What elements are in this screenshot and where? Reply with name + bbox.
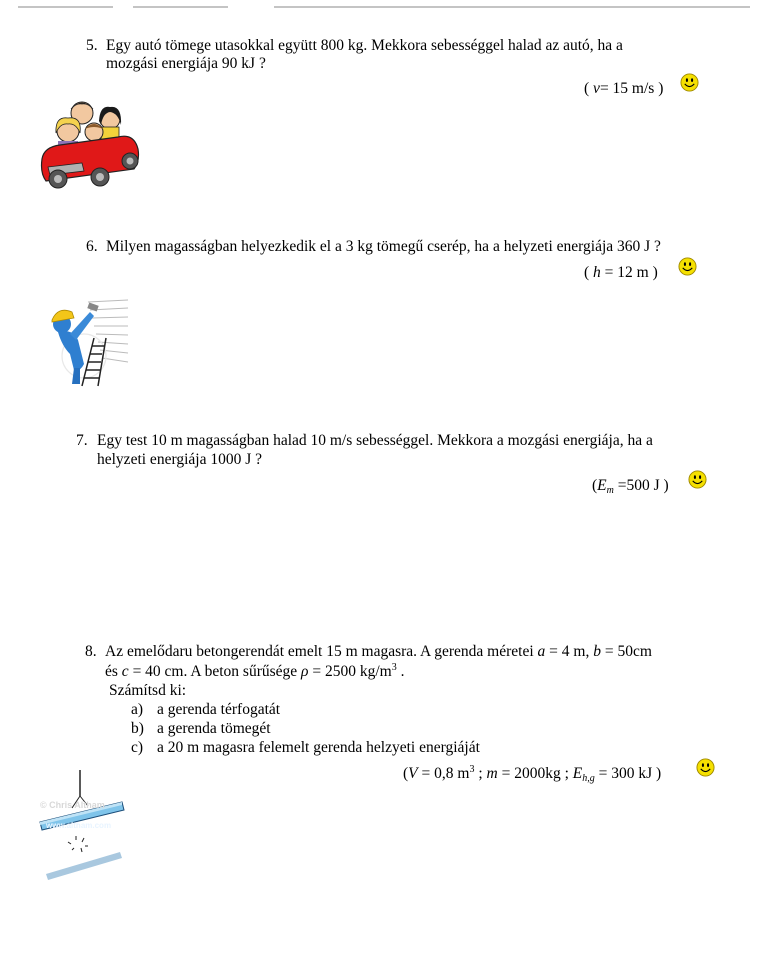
problem-8-answer [403, 765, 661, 783]
var-c: c [121, 663, 129, 680]
separator: ; [474, 765, 487, 782]
answer-subscript: m [606, 485, 614, 496]
problem-5-number: 5. [86, 37, 98, 54]
problem-8-text-line2 [105, 663, 404, 681]
value-c: = 40 cm. A beton sűrűsége [128, 663, 302, 680]
smiley-icon [680, 73, 699, 92]
answer-rest: = 12 m ) [600, 264, 658, 281]
answer-value-e: = 300 kJ ) [594, 765, 662, 782]
header-rule [18, 6, 113, 8]
smiley-icon [696, 758, 715, 777]
subitem-text-a: a gerenda térfogatát [157, 701, 281, 718]
text-end: . [396, 663, 405, 680]
value-a: = 4 m, [545, 643, 594, 660]
problem-6-number: 6. [86, 238, 98, 255]
var-rho: ρ [301, 663, 309, 680]
var-a: a [537, 643, 546, 660]
answer-subscript: h,g [582, 773, 595, 784]
smiley-icon [688, 470, 707, 489]
problem-7-number: 7. [76, 432, 88, 449]
text: és [105, 663, 122, 680]
subitem-text-c: a 20 m magasra felemelt gerenda helzyeti energiáját [157, 739, 480, 756]
problem-5-text-line2: mozgási energiája 90 kJ ? [106, 55, 266, 72]
answer-var-m: m [486, 765, 498, 782]
answer-open: ( [592, 477, 598, 494]
answer-open: ( [403, 765, 409, 782]
text: Az emelődaru betongerendát emelt 15 m magasra. A gerenda méretei [105, 643, 538, 660]
answer-open: ( [584, 264, 594, 281]
answer-rest: = 15 m/s ) [599, 80, 664, 97]
problem-6-text-line1: Milyen magasságban helyezkedik el a 3 kg tömegű cserép, ha a helyzeti energiája 360 J ? [106, 238, 661, 255]
subitem-text-b: a gerenda tömegét [157, 720, 271, 737]
problem-7-text-line1: Egy test 10 m magasságban halad 10 m/s sebességgel. Mekkora a mozgási energiája, ha a [97, 432, 653, 449]
answer-var: v [593, 80, 600, 97]
answer-value-v: = 0,8 m [417, 765, 470, 782]
watermark-text: www.altham.com [46, 821, 112, 830]
subitem-label-a: a) [131, 701, 144, 718]
answer-var: h [593, 264, 601, 281]
watermark-text: © Chris Altham [40, 800, 105, 810]
answer-var-v: V [408, 765, 418, 782]
subitem-label-c: c) [131, 739, 144, 756]
exponent: 3 [391, 662, 397, 673]
crane-beam-image [38, 770, 128, 882]
exponent: 3 [469, 764, 475, 775]
problem-7-answer [592, 477, 669, 495]
var-b: b [593, 643, 601, 660]
answer-var-e: E [572, 765, 583, 782]
subitem-label-b: b) [131, 720, 144, 737]
problem-8-text-line1 [105, 643, 652, 661]
problem-5-text-line1: Egy autó tömege utasokkal együtt 800 kg. Mekkora sebességgel halad az autó, ha a [106, 37, 623, 54]
value-b: = 50cm [600, 643, 652, 660]
answer-open: ( [584, 80, 594, 97]
problem-8-number: 8. [85, 643, 97, 660]
answer-rest: =500 J ) [613, 477, 669, 494]
value-rho: = 2500 kg/m [308, 663, 392, 680]
problem-5-answer [584, 80, 663, 98]
car-family-image [38, 97, 142, 197]
smiley-icon [678, 257, 697, 276]
roofer-on-ladder-image [44, 298, 130, 392]
problem-7-text-line2: helyzeti energiája 1000 J ? [97, 451, 262, 468]
header-rule [133, 6, 228, 8]
answer-var: E [597, 477, 607, 494]
answer-value-m: = 2000kg ; [497, 765, 573, 782]
header-rule [398, 6, 750, 8]
problem-6-answer [584, 264, 658, 282]
problem-8-prompt: Számítsd ki: [109, 682, 187, 699]
